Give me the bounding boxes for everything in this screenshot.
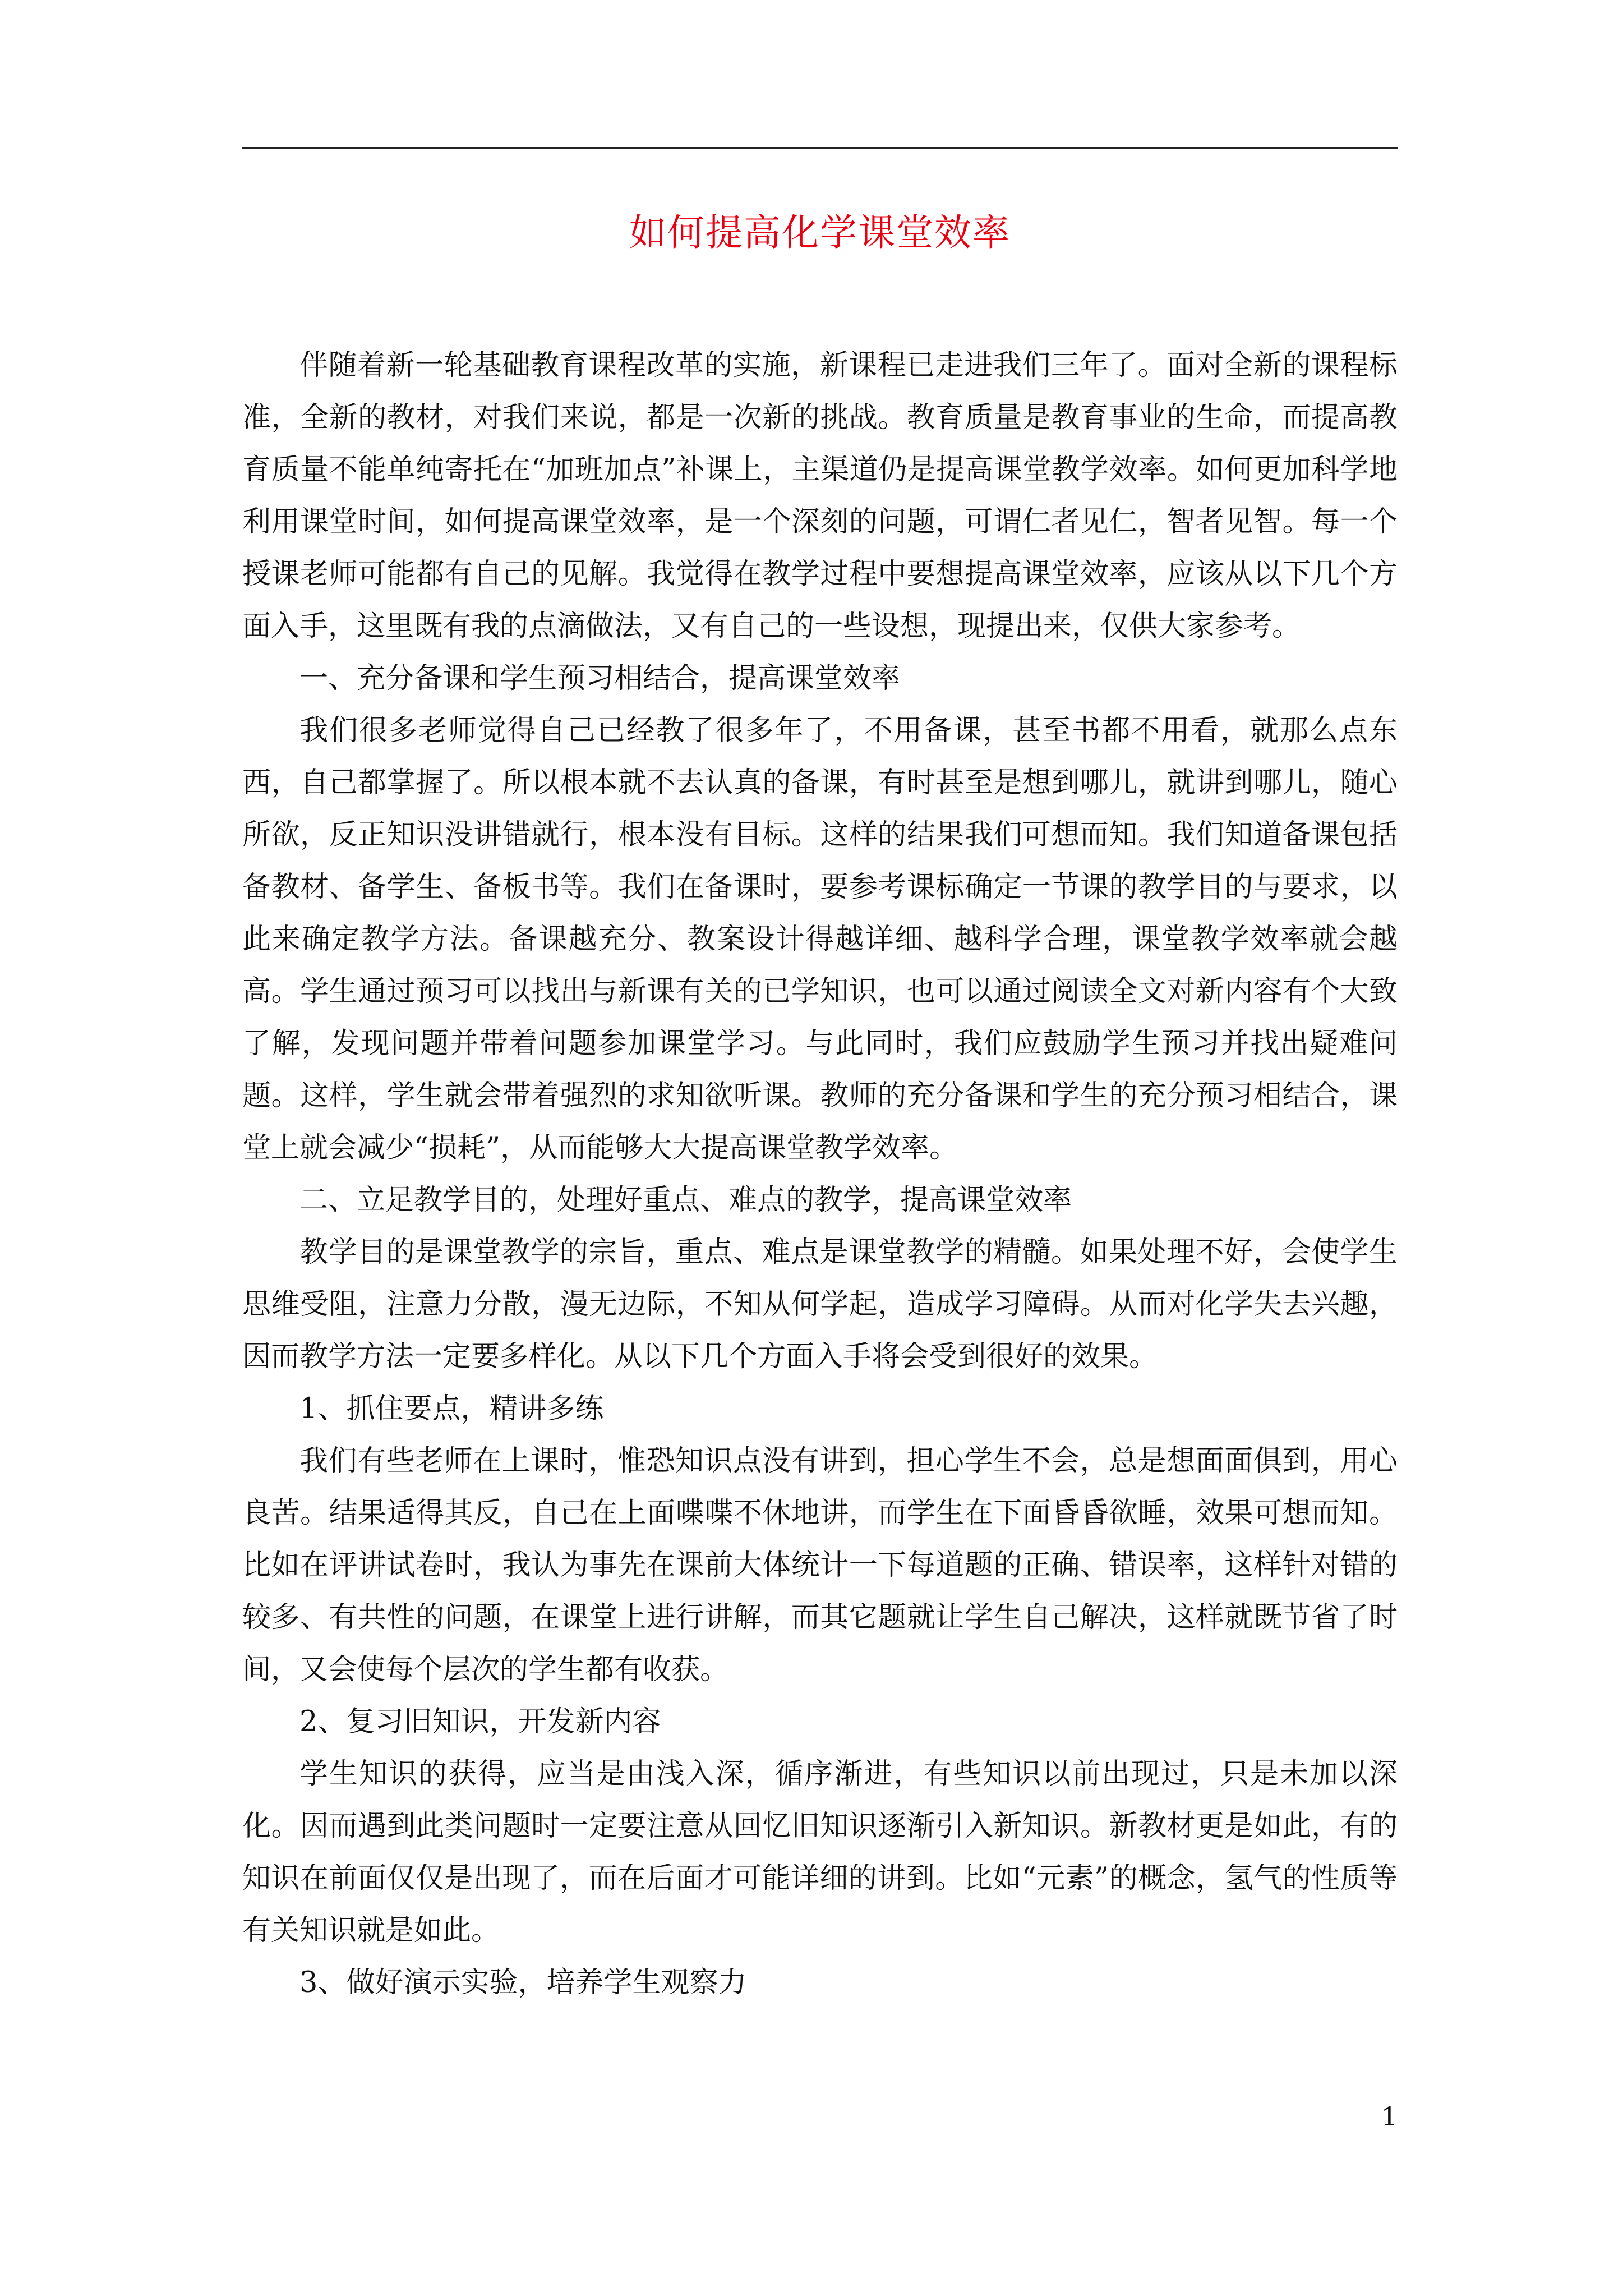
section-heading-1: 一、充分备课和学生预习相结合，提高课堂效率 <box>299 662 901 695</box>
paragraph-section-1: 我们很多老师觉得自己已经教了很多年了，不用备课，甚至书都不用看，就那么点东西，自己都掌握了。所以根本就不去认真的备课，有时甚至是想到哪儿，就讲到哪儿，随心所欲，反正知识没讲错就行，根本没有目标。这样的结果我们可想而知。我们知道备课包括备教材、备学生、备板书等。我们在备课时，要参考课标确定一节课的教学目的与要求，以此来确定教学方法。备课越充分、教案设计得越详细、越科学合理，课堂教学效率就会越高。学生通过预习可以找出与新课有关的已学知识，也可以通过阅读全文对新内容有个大致了解，发现问题并带着问题参加课堂学习。与此同时，我们应鼓励学生预习并找出疑难问题。这样，学生就会带着强烈的求知欲听课。教师的充分备课和学生的充分预习相结合，课堂上就会减少“损耗”，从而能够大大提高课堂教学效率。 <box>242 714 1398 1165</box>
paragraph-intro: 伴随着新一轮基础教育课程改革的实施，新课程已走进我们三年了。面对全新的课程标准，全新的教材，对我们来说，都是一次新的挑战。教育质量是教育事业的生命，而提高教育质量不能单纯寄托在“加班加点”补课上，主渠道仍是提高课堂教学效率。如何更加科学地利用课堂时间，如何提高课堂效率，是一个深刻的问题，可谓仁者见仁，智者见智。每一个授课老师可能都有自己的见解。我觉得在教学过程中要想提高课堂效率，应该从以下几个方面入手，这里既有我的点滴做法，又有自己的一些设想，现提出来，仅供大家参考。 <box>242 349 1398 643</box>
paragraph-subsection-1: 我们有些老师在上课时，惟恐知识点没有讲到，担心学生不会，总是想面面俱到，用心良苦。结果适得其反，自己在上面喋喋不休地讲，而学生在下面昏昏欲睡，效果可想而知。比如在评讲试卷时，我认为事先在课前大体统计一下每道题的正确、错误率，这样针对错的较多、有共性的问题，在课堂上进行讲解，而其它题就让学生自己解决，这样就既节省了时间，又会使每个层次的学生都有收获。 <box>242 1444 1398 1686</box>
paragraph-subsection-2: 学生知识的获得，应当是由浅入深，循序渐进，有些知识以前出现过，只是未加以深化。因而遇到此类问题时一定要注意从回忆旧知识逐渐引入新知识。新教材更是如此，有的知识在前面仅仅是出现了，而在后面才可能详细的讲到。比如“元素”的概念，氢气的性质等有关知识就是如此。 <box>242 1757 1398 1947</box>
section-heading-2: 二、立足教学目的，处理好重点、难点的教学，提高课堂效率 <box>299 1184 1072 1217</box>
paragraph-section-2: 教学目的是课堂教学的宗旨，重点、难点是课堂教学的精髓。如果处理不好，会使学生思维受阻，注意力分散，漫无边际，不知从何学起，造成学习障碍。从而对化学失去兴趣，因而教学方法一定要多样化。从以下几个方面入手将会受到很好的效果。 <box>242 1236 1398 1373</box>
subsection-heading-3: 3、做好演示实验，培养学生观察力 <box>299 1966 747 1999</box>
header-rule <box>242 147 1398 149</box>
page-number: 1 <box>1381 2101 1398 2132</box>
subsection-heading-2: 2、复习旧知识，开发新内容 <box>299 1705 661 1738</box>
subsection-heading-1: 1、抓住要点，精讲多练 <box>299 1392 604 1425</box>
document-title: 如何提高化学课堂效率 <box>629 211 1011 254</box>
document-body <box>242 339 1398 2009</box>
